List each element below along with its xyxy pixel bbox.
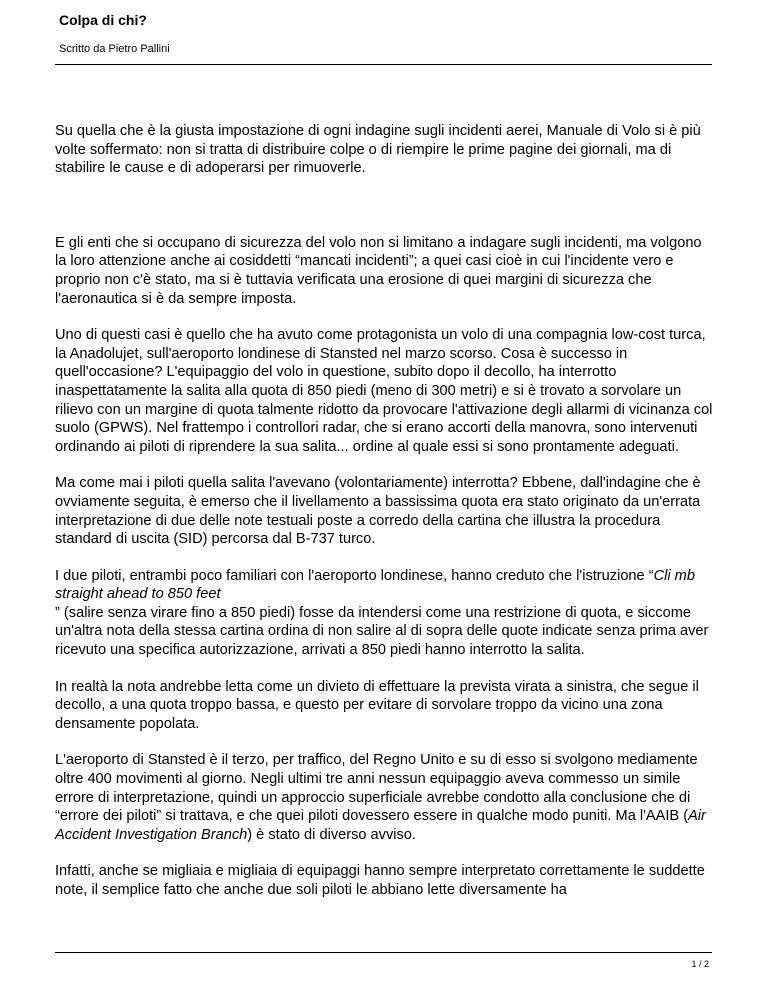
article-body <box>55 122 715 918</box>
page-number: 1 / 2 <box>691 959 709 969</box>
paragraph-5-text-b: ” (salire senza virare fino a 850 piedi) fosse da intendersi come una restrizione di quota, e siccome un'altra nota della stessa cartina ordina di non salire al di sopra delle quote indicate senza prima aver ricevuto una specifica autorizzazione, arrivati a 850 piedi hanno interrotto la salita. <box>55 604 709 659</box>
footer-divider <box>55 952 712 953</box>
author-line: Scritto da Pietro Pallini <box>59 43 170 55</box>
paragraph-7-italic-term: Air Accident Investigation Branch <box>55 808 706 843</box>
paragraph-5-text-a: I due piloti, entrambi poco familiari con l'aeroporto londinese, hanno creduto che l'istruzione “ <box>55 567 654 584</box>
paragraph-7-text-a: L'aeroporto di Stansted è il terzo, per traffico, del Regno Unito e su di esso si svolgono mediamente oltre 400 movimenti al giorno. Negli ultimi tre anni nessun equipaggio aveva commesso un simile errore di interpretazione, quindi un approccio superficiale avrebbe condotto alla conclusione che di “errore dei piloti” si trattava, e che quei piloti dovessero essere in qualche modo puniti. Ma l'AAIB ( <box>55 752 698 825</box>
paragraph-7-text-b: ) è stato di diverso avviso. <box>247 826 416 843</box>
paragraph-8: Infatti, anche se migliaia e migliaia di equipaggi hanno sempre interpretato correttamente le suddette note, il semplice fatto che anche due soli piloti le abbiano lette diversamente ha <box>55 863 705 898</box>
paragraph-1: Su quella che è la giusta impostazione di ogni indagine sugli incidenti aerei, Manuale di Volo si è più volte soffermato: non si tratta di distribuire colpe o di riempire le prime pagine dei giornali, ma di stabilire le cause e di adoperarsi per rimuoverle. <box>55 123 701 177</box>
paragraph-3: Uno di questi casi è quello che ha avuto come protagonista un volo di una compagnia low-cost turca, la Anadolujet, sull'aeroporto londinese di Stansted nel marzo scorso. Cosa è successo in quell'occasione? L'equipaggio del volo in questione, subito dopo il decollo, ha interrotto inaspettatamente la salita alla quota di 850 piedi (meno di 300 metri) e si è trovato a sorvolare un rilievo con un margine di quota talmente ridotto da provocare l'attivazione degli allarmi di vicinanza col suolo (GPWS). Nel frattempo i controllori radar, che si erano accorti della manovra, sono intervenuti ordinando ai piloti di riprendere la sua salita... ordine al quale essi si sono prontamente adeguati. <box>55 327 713 455</box>
paragraph-5 <box>55 567 715 660</box>
paragraph-5-italic-quote: Cli mb straight ahead to 850 feet <box>55 567 695 603</box>
paragraph-6: In realtà la nota andrebbe letta come un divieto di effettuare la prevista virata a sinistra, che segue il decollo, a una quota troppo bassa, e questo per evitare di sorvolare troppo da vicino una zona densamente popolata. <box>55 678 699 732</box>
header-divider <box>55 64 712 65</box>
paragraph-7 <box>55 751 715 844</box>
document-title: Colpa di chi? <box>59 12 147 28</box>
paragraph-4: Ma come mai i piloti quella salita l'avevano (volontariamente) interrotta? Ebbene, dall'indagine che è ovviamente seguita, è emerso che il livellamento a bassissima quota era stato originato da un'errata interpretazione di due delle note testuali poste a corredo della cartina che illustra la procedura standard di uscita (SID) percorsa dal B-737 turco. <box>55 475 701 548</box>
paragraph-2: E gli enti che si occupano di sicurezza del volo non si limitano a indagare sugli incidenti, ma volgono la loro attenzione anche ai cosiddetti “mancati incidenti”; a quei casi cioè in cui l'incidente vero e proprio non c'è stato, ma si è tuttavia verificata una erosione di quei margini di sicurezza che l'aeronautica si è da sempre imposta. <box>55 234 702 307</box>
